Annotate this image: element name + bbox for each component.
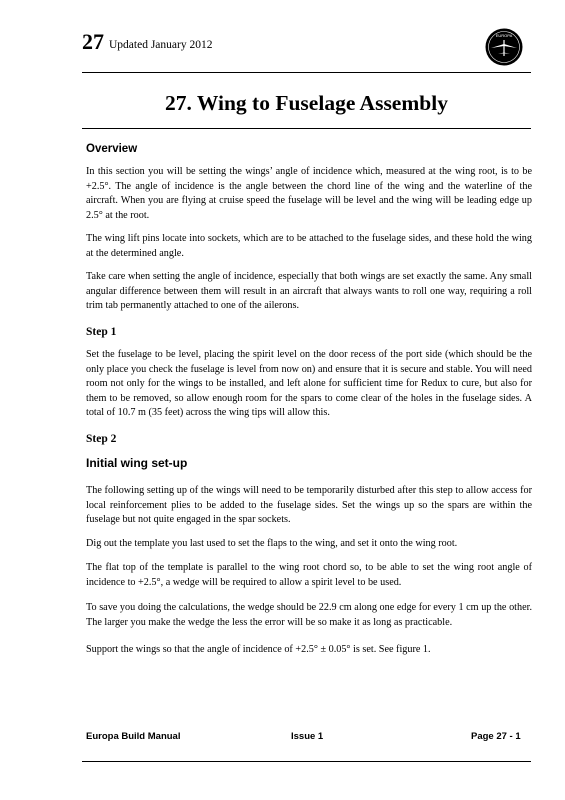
step-2-paragraph-1: The following setting up of the wings will need to be temporarily disturbed after this step to allow access for local reinforcement plies to be added to the fuselage sides. Set the wings up so the spars are within the fuselage but not quite engaged in the spar sockets. <box>86 485 532 525</box>
step-2-paragraph-5: Support the wings so that the angle of incidence of +2.5° ± 0.05° is set. See figure 1. <box>86 644 431 655</box>
section-title: 27. Wing to Fuselage Assembly <box>165 91 448 115</box>
footer-manual-name: Europa Build Manual <box>86 731 181 742</box>
updated-date: Updated January 2012 <box>109 39 213 51</box>
step-1-heading: Step 1 <box>86 326 117 338</box>
overview-paragraph-2: The wing lift pins locate into sockets, which are to be attached to the fuselage sides, and these hold the wing at the determined angle. <box>86 233 532 259</box>
logo-text: EUROPA <box>495 33 513 38</box>
overview-paragraph-3: Take care when setting the angle of incidence, especially that both wings are set exactly the same. Any small angular difference between them will result in an aircraft that always wants to roll one way, requiring a roll trim tab permanently attached to one of the ailerons. <box>86 271 532 311</box>
header-rule <box>82 72 531 73</box>
footer-rule <box>82 761 531 762</box>
step-2-paragraph-3: The flat top of the template is parallel to the wing root chord so, to be able to set the wing root angle of incidence to +2.5°, a wedge will be required to allow a spirit level to be used. <box>86 562 532 588</box>
europa-logo <box>485 28 523 66</box>
step-2-paragraph-2: Dig out the template you last used to set the flaps to the wing, and set it onto the wing root. <box>86 538 458 549</box>
step-2-subheading: Initial wing set-up <box>86 456 188 470</box>
step-1-paragraph: Set the fuselage to be level, placing the spirit level on the door recess of the port side (which should be the only place you check the fuselage is level from now on) and ensure that it is secure and stable. You will need room not only for the wings to be installed, and left alone for sufficient time for Redux to cure, but also for them to be removed, so allow enough room for the spars to come clear of the holes in the fuselage sides. A total of 10.7 m (35 feet) across the wing tips will allow this. <box>86 349 532 418</box>
overview-heading: Overview <box>86 143 138 155</box>
step-2-paragraph-4: To save you doing the calculations, the wedge should be 22.9 cm along one edge for every 1 cm up the other. The larger you make the wedge the less the error will be so make it as long as practicable. <box>86 602 532 628</box>
step-2-heading: Step 2 <box>86 433 117 445</box>
chapter-number: 27 <box>82 29 104 54</box>
title-rule <box>82 128 531 129</box>
overview-paragraph-1: In this section you will be setting the wings’ angle of incidence which, measured at the wing root, is to be +2.5°. The angle of incidence is the angle between the chord line of the wing and the waterline of the aircraft. When you are flying at cruise speed the fuselage will be level and the wing will be leading edge up 2.5° at the root. <box>86 166 532 221</box>
footer-issue: Issue 1 <box>291 731 324 742</box>
footer-page-number: Page 27 - 1 <box>471 731 521 742</box>
